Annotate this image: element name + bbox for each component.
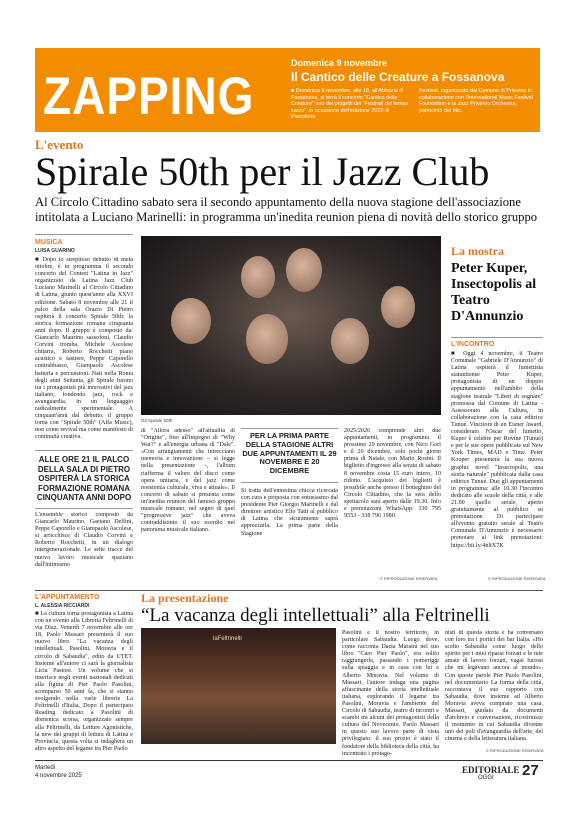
pull-quote: ALLE ORE 21 IL PALCO DELLA SALA DI PIETRO OSPITERÀ LA STORICA FORMAZIONE ROMANA CINQUANTA ANNI DOPO: [36, 455, 132, 502]
photo-caption: Gli Spirale 50th: [141, 418, 173, 423]
article-column-1b: L'ensemble storico composto da Giancarlo Maurino, Gaetano Delfini, Peppe Caporello e Giampaolo Ascolese, si arricchisce di Claudio Corvini e Roberto Rocchetti, in un dialogo intergenerazionale. Le sette tracce del nuovo lavoro musicale spaziano dall'intimismo: [35, 512, 133, 568]
footer-brand: EDITORIALE: [462, 765, 520, 775]
article2-column-3: nisti di questa storia e ha conversato con loro tra i portici dei bar Italia. «Ho scelto Sabaudia come luogo dello spirito per i miei ripassi forzati e le mie amate di lavoro forzati, vagai furiosi che mi legavano ancora al mondo». Con queste parole Pier Paolo Pasolini, nel documentario La forma della città, raccontava il suo rapporto con Sabaudia, dove insieme ad Alberto Moravia aveva comprato una casa. Massari, guidato da documenti d'archivio e conversazioni, ricostruisce il momento in cui Sabaudia divenne uno dei poli d'avanguardia dell'arte, del cinema e della letteratura italiana.: [445, 630, 543, 742]
side-title: Peter Kuper, Insectopolis al Teatro D'Annunzio: [451, 261, 537, 324]
zapping-banner: [35, 48, 540, 132]
zapping-logo: ZAPPING: [43, 65, 255, 126]
byline: LUISA GUARINO: [35, 248, 75, 254]
article2-column-2: Pasolini e il nostro territorio, in particolare Sabaudia. Luogo dove, come racconta Dacia Maraini nel suo libro "Caro Pier Paolo", era solito raggiungerla, passando i pomeriggi sulla spiaggia e in casa con lei e Alberto Moravia. Nel volume di Massari, l'autore indaga una pagina affascinante della storia intellettuale italiana, esplorando il legame tra Pasolini, Moravia e l'ambiente del Circolo di Sabaudia, teatro di incontri e scambi tra alcuni dei protagonisti della cultura del Novecento. Paolo Massari in questo suo lavoro parte di vista privilegiato: il suo prozio è stato il fondatore della biblioteca della città, ha incontrato i protago-: [342, 630, 439, 757]
divider: [35, 508, 133, 509]
banner-text-col-1: ■ Domenica 9 novembre, alle 18, all'Abbazia di Fossanova, si terrà il concerto "Cantico delle Creature" uno dei progetti dei "Festival del tempo sacro", in occasione dell'edizione 2025 di Pianoforte: [291, 88, 409, 121]
side-kicker: La mostra: [451, 244, 504, 258]
divider: [35, 234, 133, 235]
divider: [35, 450, 133, 451]
rubric-music: MUSICA: [35, 239, 63, 246]
divider: [241, 428, 338, 429]
article-column-3: Si tratta dell'ennesima chicca ricercata con cura e proposta con entusiasmo dal presidente Pier Giorgio Marinelli e dal direttore artistico Elio Tatti al pubblico di Latina che sicuramente saprà apprezzarla. La prima parte della Stagione: [241, 488, 338, 537]
article2-kicker: La presentazione: [141, 591, 229, 605]
article-column-1: ■ Dopo lo strepitoso debutto di metà ottobre, è in programma il secondo concerto del Contest "Latina in Jazz" organizzato da Latina Jazz Club Luciano Marinelli al Circolo Cittadino di Latina, giunto quest'anno alla XXVI edizione. Sabato 8 novembre alle 21 il palco della sala Orazio Di Pietro ospiterà il concerto Spirale 50th: la storica formazione romana cinquanta anni dopo. Il gruppo è composto da: Giancarlo Maurino sassofoni, Claudio Corvini tromba, Michele Ascolese chitarra, Roberto Rocchetti piano acustico e tastiere, Peppe Caporello contrabbasso, Giampaolo Ascolese batteria e percussioni. Nati nella Roma degli anni Settanta, gli Spirale furono tra i protagonisti più innovativi del jazz italiano, fondendo jazz, rock e avanguardia, in un linguaggio radicalmente sperimentale. A cinquant'anni dal debutto, il gruppo torna con "Spirale 50th" (Alfa Music), non come revival ma come manifesto di continuità creativa.: [35, 257, 133, 441]
bookstore-sign: laFeltrinelli: [213, 636, 242, 642]
photo-caption: La Feltrinelli di Latina: [143, 746, 187, 751]
divider: [241, 482, 338, 483]
article-column-4: 2025/2026 comprende altri due appuntamenti, in programma il prossimo 29 novembre, con Nico Gori e il 20 dicembre, solo pochi giorni prima di Natale, con Mario Rosini. Il biglietto d'ingresso alla serata di sabato 8 novembre costa 15 euro intero, 10 ridotto. L'acquisto dei biglietti è possibile anche presso il botteghino del Circolo Cittadino, che la sera dello spettacolo sarà aperto dalle 19.30. Info e prenotazioni WhatsApp: 330 795 9553 - 338 796 1980.: [344, 428, 441, 520]
side-body: ■ Oggi 4 novembre, il Teatro Comunale "Gabriele D'Annunzio" di Latina ospiterà il fumettista statunitense Peter Kuper, protagonista di un doppio appuntamento nell'ambito della stagione teatrale "Liberi di sognare" promossa dal Comune di Latina - Assessorato alla Cultura, in collaborazione con la casa editrice Tunué. Vincitore di un Eisner Award, considerato l'Oscar del fumetto, Kuper è celebre per Rovine (Tunué) e per le sue opere pubblicate sul New York Times, MAD e Time. Peter Kooper presenterà la sua nuova graphic novel "Insectopolis, una storia naturale" pubblicata dalla casa editrice Tunué. Due gli appuntamenti in programma: alle 10.30 l'incontro dedicato alle scuole della città, e alle 21.00 quello serale, aperto gratuitamente al pubblico su prenotazione. Di partecipare all'evento gratuito serale al Teatro Comunale D'Annunzio è necessario prenotare al link prenotazioni: https://bit.ly/4nltX7K: [451, 351, 543, 549]
banner-text-col-2: Festival, organizzato dal Comune di Priverno in collaborazione con l'International Music Festival Foundation e la Jazz Priverno Orchestra, patrocinio del Mic.: [419, 88, 533, 114]
rubric-meeting: L'INCONTRO: [451, 341, 495, 348]
article-column-2: di "Allora adesso" all'attualità di "Origine", fino all'impegno di "Why War?" e all'energia urbana di "Dale". «Con arrangiamenti che intrecciano memoria e innovazione – si legge nella presentazione –, l'album riafferma il valore del disco come opera unitaria, e del jazz come resistenza culturale, viva e attuale». Il concerto di sabato si presenta come un'inedita reunion del famoso gruppo musicale romano, nel segno di quel "progressive jazz" che aveva contraddistinto il suo esordio nel panorama musicale italiano.: [141, 428, 235, 534]
article-title: Spirale 50th per il Jazz Club: [35, 149, 490, 194]
footer-rule: [35, 760, 543, 761]
copyright-notice: © RIPRODUZIONE RISERVATA: [486, 748, 544, 753]
page-number: 27: [522, 762, 539, 779]
banner-headline: Il Cantico delle Creature a Fossanova: [291, 70, 505, 84]
rubric-appointment: L'APPUNTAMENTO: [35, 594, 100, 601]
article2-title: “La vacanza degli intellettuali” alla Feltrinelli: [141, 605, 490, 626]
pull-quote: PER LA PRIMA PARTE DELLA STAGIONE ALTRI DUE APPUNTAMENTI IL 29 NOVEMBRE E 20 DICEMBRE: [242, 431, 337, 476]
banner-date: Domenica 9 novembre: [291, 58, 388, 68]
section-divider: [35, 590, 543, 591]
copyright-notice: © RIPRODUZIONE RISERVATA: [380, 576, 438, 581]
article-kicker: L'evento: [35, 137, 84, 152]
byline: L. ALESSIA RICCIARDI: [35, 603, 90, 609]
footer-date: 4 novembre 2025: [35, 773, 82, 779]
bookstore-photo: [141, 628, 336, 744]
divider: [451, 337, 543, 338]
article-subtitle: Al Circolo Cittadino sabato sera il secondo appuntamento della nuova stagione dell'associazione intitolata a Luciano Marinelli: in programma un'inedita reunion piena di novità dello storico gruppo: [35, 195, 538, 224]
copyright-notice: © RIPRODUZIONE RISERVATA: [488, 576, 546, 581]
band-photo: [141, 236, 441, 415]
footer-day: Martedì: [35, 765, 56, 771]
footer-brand-sub: OGGI: [478, 775, 494, 781]
article2-column-1: ■ La cultura torna protagonista a Latina con un evento alla Libreria Feltrinelli di via Diaz. Venerdì 7 novembre alle ore 18, Paolo Massari presenterà il suo nuovo libro "La vacanza degli intellettuali. Pasolini, Moravia e il circolo di Sabaudia", edito da UTET. Insieme all'autore ci sarà la giornalista Licia Pastore. Un volume che si inserisce negli eventi nazionali dedicati alla figura di Pier Paolo Pasolini, scomparso 50 anni fa, che si stanno svolgendo nella varie librerie La Feltrinelli d'Italia. Dopo il partecipato Reading dedicato a Pasolini di domenica scorsa, organizzato sempre alla Feltrinelli, da Letture Agonistiche, la new dei gruppi di lettura di Latina e Provincia, questa volta si indagherà un altro aspetto del legame tra Pier Paolo: [35, 611, 133, 752]
